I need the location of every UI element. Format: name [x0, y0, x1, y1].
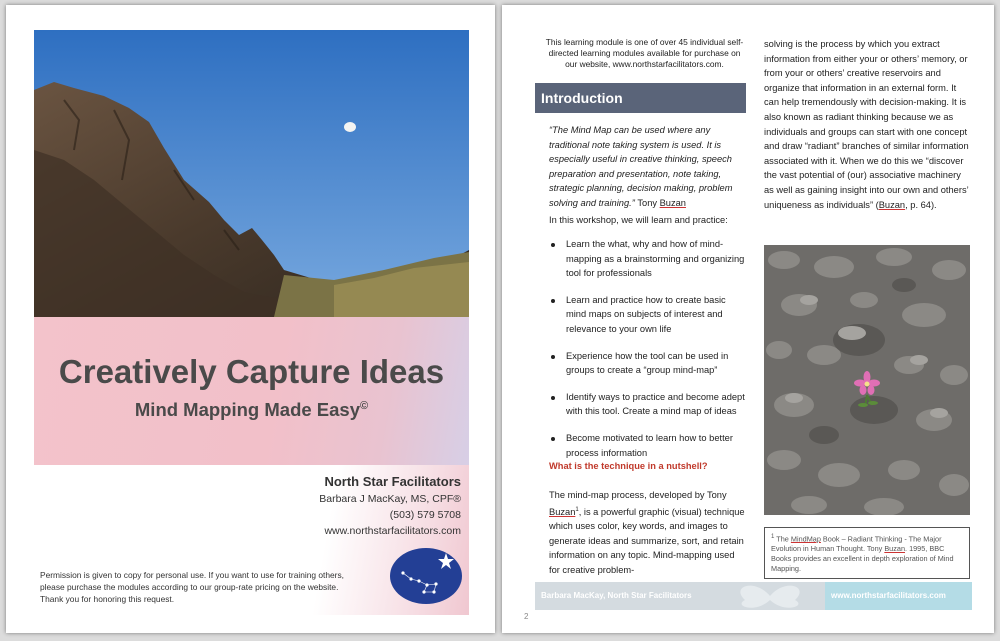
footnote-author: Buzan	[884, 544, 906, 554]
buzan-quote	[549, 123, 745, 211]
footnote-number: 1	[771, 533, 775, 540]
north-star-logo	[389, 545, 465, 605]
author-name-inline: Buzan	[549, 506, 576, 517]
footnote-ref[interactable]: 1	[575, 506, 579, 513]
list-item	[549, 237, 745, 281]
workshop-intro: In this workshop, we will learn and practice:	[549, 215, 728, 225]
cover-subtitle-text: Mind Mapping Made Easy	[134, 399, 360, 420]
right-column-text	[764, 37, 970, 212]
org-block	[319, 474, 461, 537]
flower-in-rocks-photo	[764, 245, 970, 515]
mind-map-paragraph	[549, 488, 745, 578]
footnote-box	[764, 527, 970, 579]
butterfly-watermark-icon	[725, 582, 815, 610]
bullet-icon	[551, 437, 555, 441]
list-item	[549, 390, 745, 419]
bullet-icon	[551, 243, 555, 247]
quote-author-last: Buzan	[659, 197, 686, 208]
left-column-top	[535, 37, 746, 70]
list-item	[549, 431, 745, 460]
section-heading: What is the technique in a nutshell?	[549, 461, 708, 471]
footnote-text-cont: Book – Radiant Thinking - The Major Evolution in Human Thought. Tony	[771, 534, 942, 554]
cover-title-band	[34, 317, 469, 465]
module-blurb: This learning module is one of over 45 individual self-directed learning modules available for purchase on our website, www.northstarfacilitators.com.	[545, 37, 744, 69]
footer-author-text: Barbara MacKay, North Star Facilitators	[541, 591, 692, 600]
paragraph-text: solving is the process by which you extract information from either your or others’ memory, or from your or others’ creative reservoirs and organize that information in an external form. It can help tremendously with decision-making. It is also known as radiant thinking because we as individuals and groups can start with one concept and draw “radiant” branches of similar information associated with it. When we do this we “discover the vast potential of (our) associative machinery as well as gaining insight into our own and others’ uniqueness as individuals” (	[764, 39, 969, 210]
paragraph-text: The mind-map process, developed by Tony	[549, 490, 727, 500]
footer-author	[535, 582, 825, 610]
list-item-text: Identify ways to practice and become adept with this tool. Create a mind map of ideas	[566, 391, 745, 417]
cover-subtitle	[34, 399, 469, 421]
list-item-text: Become motivated to learn how to better process information	[566, 432, 733, 458]
quote-author-first: Tony	[637, 197, 660, 208]
page-footer	[535, 582, 972, 610]
cover-page	[6, 5, 495, 633]
footnote-book-word: MindMap	[790, 534, 821, 544]
list-item-text: Learn the what, why and how of mind-mapping as a brainstorming and organizing tool for professionals	[566, 239, 745, 279]
footnote-text: The	[774, 534, 791, 544]
org-name: North Star Facilitators	[324, 474, 461, 489]
objective-list	[549, 237, 745, 472]
author-name: Barbara J MacKay, MS, CPF®	[319, 493, 461, 505]
quote-text: “The Mind Map can be used where any traditional note taking system is used. It is especially useful in creative thinking, speech preparation and presentation, note taking, strategic planning, decision making, problem solving and training.”	[549, 125, 733, 208]
footnote-text-end: . 1995, BBC Books provides an excellent in depth exploration of Mind Mapping.	[771, 544, 954, 574]
permission-notice: Permission is given to copy for personal use. If you want to use for training others, please purchase the modules according to our group-rate pricing on the website. Thank you for honoring this request.	[40, 570, 344, 604]
list-item	[549, 349, 745, 378]
footer-website[interactable]: www.northstarfacilitators.com	[825, 582, 972, 610]
citation-author: Buzan	[878, 199, 906, 210]
cover-photo-cliff	[34, 30, 469, 317]
content-page	[502, 5, 994, 633]
cover-title: Creatively Capture Ideas	[58, 353, 445, 390]
page-number: 2	[524, 612, 529, 621]
paragraph-text-cont: , is a powerful graphic (visual) technique which uses color, key words, and images to generate ideas and summarize, sort, and retain information on any topic. Mind-mapping used for creative problem-	[549, 506, 745, 576]
citation-page: , p. 64).	[905, 199, 937, 210]
cover-footer	[34, 465, 469, 615]
bullet-icon	[551, 396, 555, 400]
bullet-icon	[551, 355, 555, 359]
list-item	[549, 293, 745, 337]
bullet-icon	[551, 299, 555, 303]
copyright-mark: ©	[360, 399, 369, 412]
introduction-heading: Introduction	[535, 83, 746, 113]
phone-number: (503) 579 5708	[389, 509, 461, 521]
list-item-text: Learn and practice how to create basic mind maps on subjects of interest and relevance to your own life	[566, 294, 726, 334]
website-link[interactable]: www.northstarfacilitators.com	[324, 525, 461, 537]
list-item-text: Experience how the tool can be used in groups to create a “group mind-map”	[566, 350, 729, 376]
